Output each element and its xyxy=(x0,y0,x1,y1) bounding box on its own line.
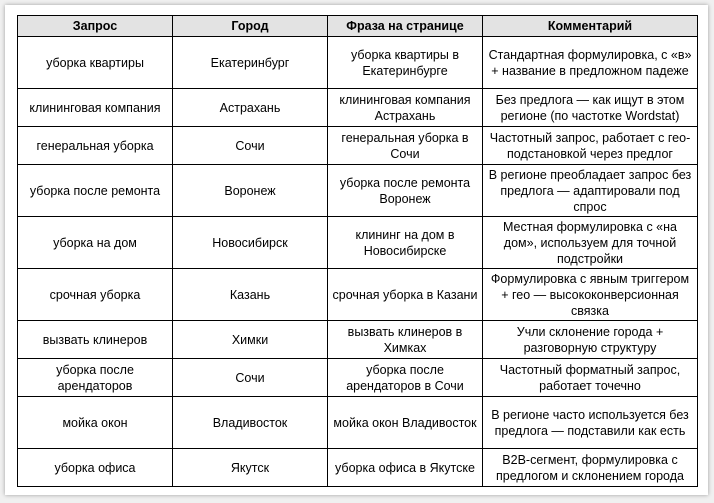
cell-phrase: уборка после ремонта Воронеж xyxy=(328,165,483,217)
table-row xyxy=(18,217,698,269)
cell-query: клининговая компания xyxy=(18,89,173,127)
table-row xyxy=(18,89,698,127)
cell-phrase: клининговая компания Астрахань xyxy=(328,89,483,127)
cell-city: Новосибирск xyxy=(173,217,328,269)
cell-city: Химки xyxy=(173,321,328,359)
cell-phrase: генеральная уборка в Сочи xyxy=(328,127,483,165)
table-card xyxy=(5,5,708,495)
cell-comment: Формулировка с явным триггером + гео — высококонверсионная связка xyxy=(483,269,698,321)
cell-comment: Стандартная формулировка, с «в» + название в предложном падеже xyxy=(483,37,698,89)
cell-comment: В регионе часто используется без предлога — подставили как есть xyxy=(483,397,698,449)
cell-phrase: мойка окон Владивосток xyxy=(328,397,483,449)
column-header-query: Запрос xyxy=(18,16,173,37)
table-row xyxy=(18,321,698,359)
cell-city: Астрахань xyxy=(173,89,328,127)
cell-city: Воронеж xyxy=(173,165,328,217)
cell-query: уборка на дом xyxy=(18,217,173,269)
column-header-comment: Комментарий xyxy=(483,16,698,37)
cell-comment: Местная формулировка с «на дом», используем для точной подстройки xyxy=(483,217,698,269)
cell-comment: Частотный форматный запрос, работает точечно xyxy=(483,359,698,397)
cell-city: Сочи xyxy=(173,127,328,165)
cell-comment: B2B-сегмент, формулировка с предлогом и склонением города xyxy=(483,449,698,487)
cell-query: вызвать клинеров xyxy=(18,321,173,359)
cell-phrase: уборка квартиры в Екатеринбурге xyxy=(328,37,483,89)
table-row xyxy=(18,165,698,217)
column-header-phrase: Фраза на странице xyxy=(328,16,483,37)
table-row xyxy=(18,37,698,89)
header-row xyxy=(18,16,698,37)
table-row xyxy=(18,397,698,449)
cell-comment: В регионе преобладает запрос без предлога — адаптировали под спрос xyxy=(483,165,698,217)
table-row xyxy=(18,359,698,397)
cell-query: уборка квартиры xyxy=(18,37,173,89)
cell-phrase: срочная уборка в Казани xyxy=(328,269,483,321)
table-row xyxy=(18,269,698,321)
cell-city: Сочи xyxy=(173,359,328,397)
keywords-table xyxy=(17,15,698,487)
cell-query: мойка окон xyxy=(18,397,173,449)
cell-phrase: вызвать клинеров в Химках xyxy=(328,321,483,359)
cell-phrase: уборка офиса в Якутске xyxy=(328,449,483,487)
cell-query: уборка после ремонта xyxy=(18,165,173,217)
cell-query: уборка после арендаторов xyxy=(18,359,173,397)
cell-city: Екатеринбург xyxy=(173,37,328,89)
cell-comment: Частотный запрос, работает с гео-подстановкой через предлог xyxy=(483,127,698,165)
cell-query: уборка офиса xyxy=(18,449,173,487)
cell-city: Якутск xyxy=(173,449,328,487)
column-header-city: Город xyxy=(173,16,328,37)
table-row xyxy=(18,449,698,487)
cell-city: Владивосток xyxy=(173,397,328,449)
cell-comment: Учли склонение города + разговорную структуру xyxy=(483,321,698,359)
table-row xyxy=(18,127,698,165)
cell-city: Казань xyxy=(173,269,328,321)
cell-phrase: уборка после арендаторов в Сочи xyxy=(328,359,483,397)
cell-comment: Без предлога — как ищут в этом регионе (по частотке Wordstat) xyxy=(483,89,698,127)
cell-query: генеральная уборка xyxy=(18,127,173,165)
cell-phrase: клининг на дом в Новосибирске xyxy=(328,217,483,269)
cell-query: срочная уборка xyxy=(18,269,173,321)
